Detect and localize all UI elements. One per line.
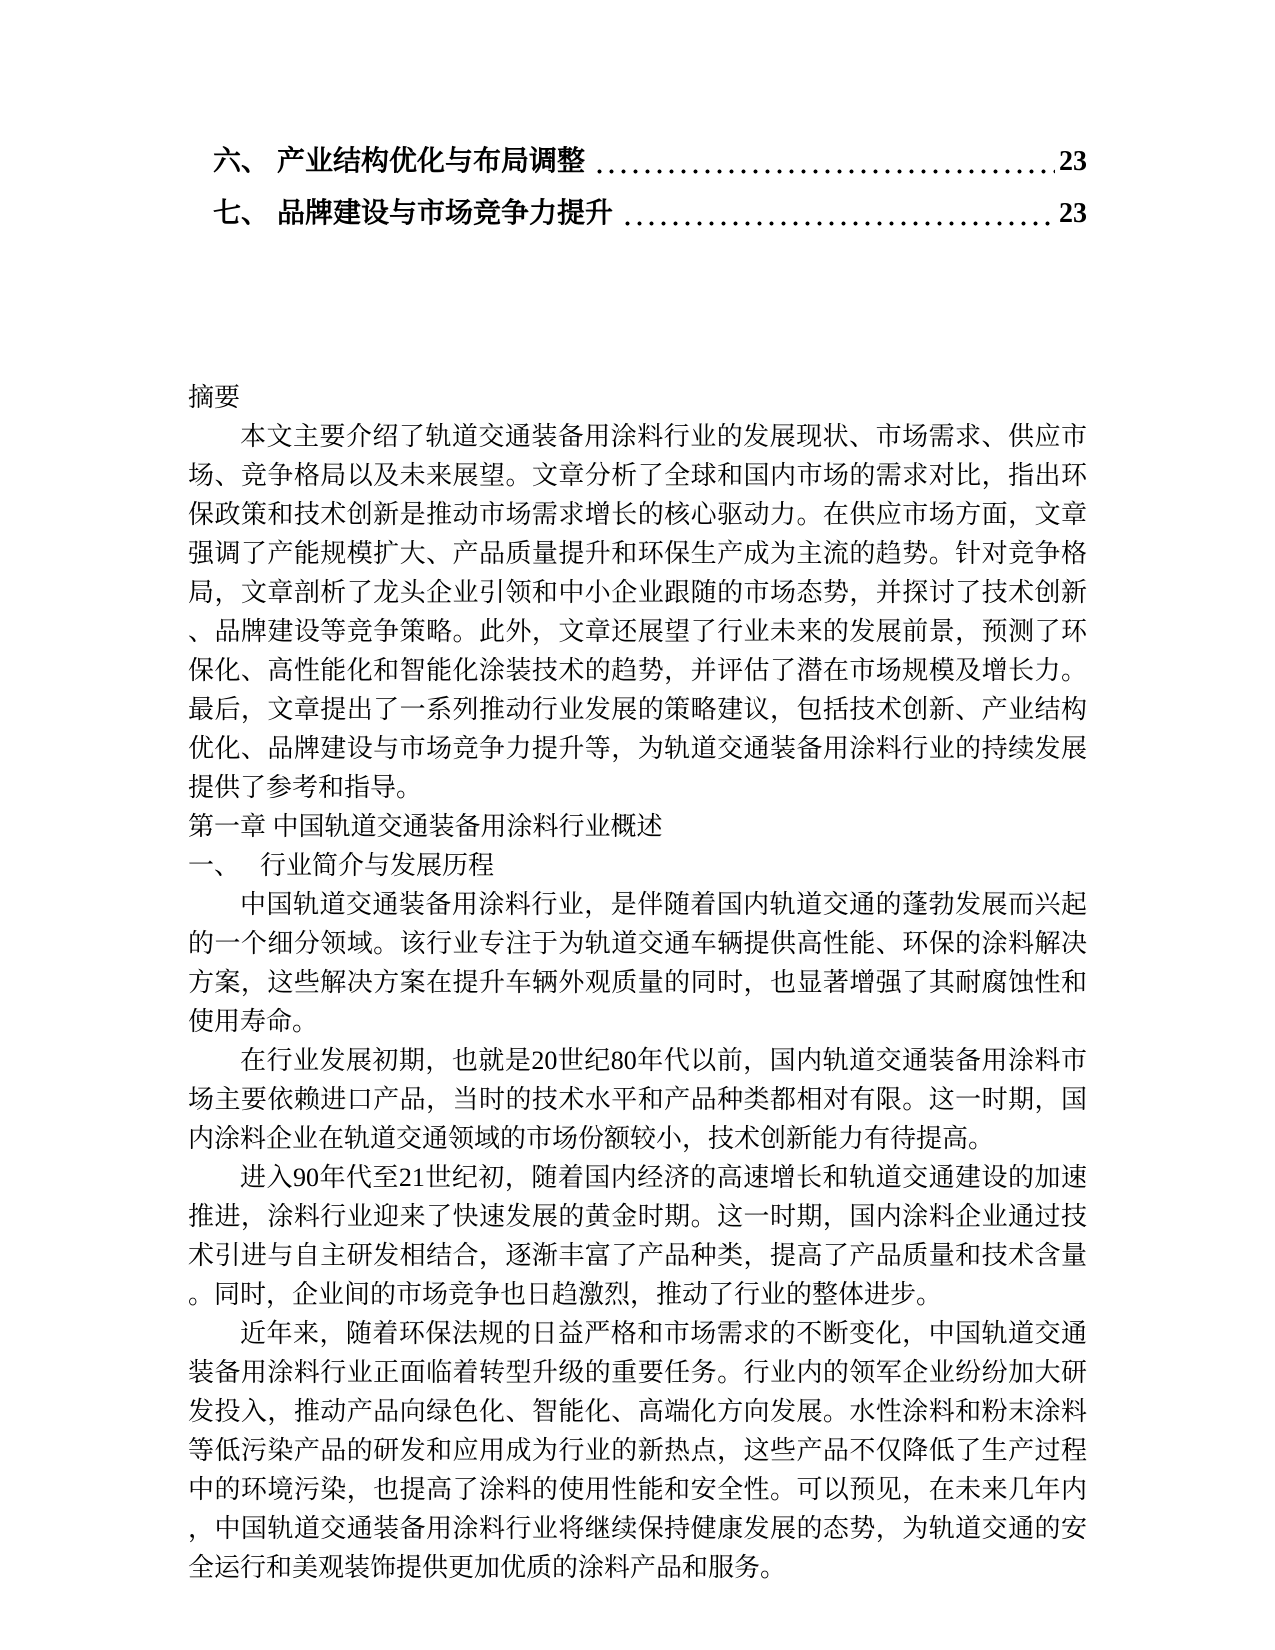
- toc-entry[interactable]: [213, 136, 1087, 188]
- page-break-gap: [0, 240, 1275, 378]
- body-paragraph: 中国轨道交通装备用涂料行业，是伴随着国内轨道交通的蓬勃发展而兴起的一个细分领域。该行业专注于为轨道交通车辆提供高性能、环保的涂料解决方案，这些解决方案在提升车辆外观质量的同时，也显著增强了其耐腐蚀性和使用寿命。: [188, 890, 1087, 1036]
- toc-entry-number: 六、: [213, 146, 270, 177]
- section-number: 一、: [188, 851, 241, 880]
- document-body: [188, 378, 1087, 1587]
- toc-entry-page-number: 23: [1059, 146, 1087, 177]
- abstract-heading: 摘要: [188, 383, 241, 412]
- toc-entry[interactable]: [213, 188, 1087, 240]
- body-paragraph: 近年来，随着环保法规的日益严格和市场需求的不断变化，中国轨道交通装备用涂料行业正面临着转型升级的重要任务。行业内的领军企业纷纷加大研发投入，推动产品向绿色化、智能化、高端化方向发展。水性涂料和粉末涂料等低污染产品的研发和应用成为行业的新热点，这些产品不仅降低了生产过程中的环境污染，也提高了涂料的使用性能和安全性。可以预见，在未来几年内，中国轨道交通装备用涂料行业将继续保持健康发展的态势，为轨道交通的安全运行和美观装饰提供更加优质的涂料产品和服务。: [188, 1319, 1087, 1582]
- toc-dot-leader: [597, 169, 1055, 174]
- section-heading: [188, 846, 1087, 885]
- toc-dot-leader: [625, 221, 1055, 226]
- toc-entry-title: 品牌建设与市场竞争力提升: [277, 198, 614, 229]
- toc-entry-page-number: 23: [1059, 198, 1087, 229]
- abstract-paragraph: 本文主要介绍了轨道交通装备用涂料行业的发展现状、市场需求、供应市场、竞争格局以及未来展望。文章分析了全球和国内市场的需求对比，指出环保政策和技术创新是推动市场需求增长的核心驱动力。在供应市场方面，文章强调了产能规模扩大、产品质量提升和环保生产成为主流的趋势。针对竞争格局，文章剖析了龙头企业引领和中小企业跟随的市场态势，并探讨了技术创新、品牌建设等竞争策略。此外，文章还展望了行业未来的发展前景，预测了环保化、高性能化和智能化涂装技术的趋势，并评估了潜在市场规模及增长力。最后，文章提出了一系列推动行业发展的策略建议，包括技术创新、产业结构优化、品牌建设与市场竞争力提升等，为轨道交通装备用涂料行业的持续发展提供了参考和指导。: [188, 422, 1087, 802]
- toc-entry-number: 七、: [213, 198, 270, 229]
- table-of-contents: [188, 136, 1087, 240]
- toc-entry-title: 产业结构优化与布局调整: [277, 146, 586, 177]
- body-paragraph: 进入90年代至21世纪初，随着国内经济的高速增长和轨道交通建设的加速推进，涂料行业迎来了快速发展的黄金时期。这一时期，国内涂料企业通过技术引进与自主研发相结合，逐渐丰富了产品种类，提高了产品质量和技术含量。同时，企业间的市场竞争也日趋激烈，推动了行业的整体进步。: [188, 1163, 1087, 1309]
- chapter-heading: 第一章 中国轨道交通装备用涂料行业概述: [188, 812, 663, 841]
- body-paragraph: 在行业发展初期，也就是20世纪80年代以前，国内轨道交通装备用涂料市场主要依赖进口产品，当时的技术水平和产品种类都相对有限。这一时期，国内涂料企业在轨道交通领域的市场份额较小，技术创新能力有待提高。: [188, 1046, 1087, 1153]
- section-title: 行业简介与发展历程: [260, 851, 495, 880]
